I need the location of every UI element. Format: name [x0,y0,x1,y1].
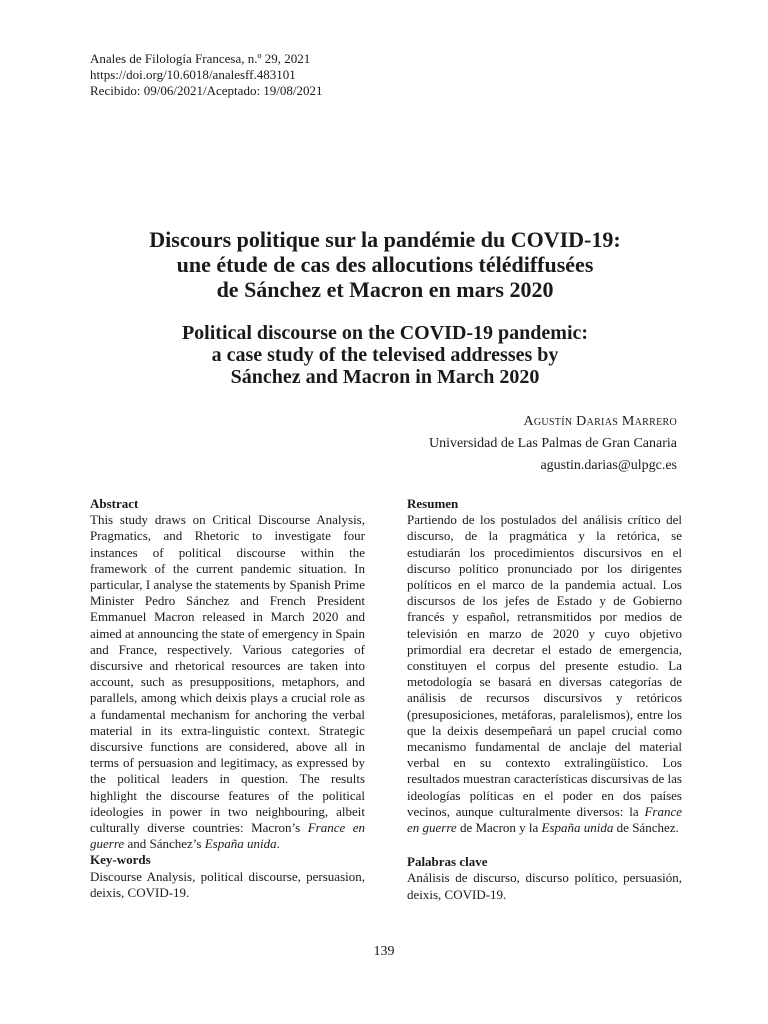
resumen-text-part-3: de Sánchez. [613,820,679,836]
title-english-line-2: a case study of the televised addresses by [211,344,559,366]
title-english [60,322,710,388]
doi-link[interactable]: https://doi.org/10.6018/analesff.483101 [90,67,296,82]
abstract-heading: Abstract [90,496,139,511]
title-french-line-2: une étude de cas des allocutions télédiffusées [176,252,594,277]
resumen-text [407,512,682,836]
journal-header [90,51,323,99]
title-french-line-1: Discours politique sur la pandémie du COVID-19: [149,227,621,252]
abstract-italic-espana-unida: España unida [204,836,277,852]
abstract-column [90,496,365,901]
resumen-italic-france-en-guerre: France en guerre [407,803,682,836]
palabras-clave-heading: Palabras clave [407,854,488,870]
keywords-heading: Key-words [90,852,151,868]
author-block [429,411,677,477]
title-english-line-1: Political discourse on the COVID-19 pandemic: [181,322,589,344]
resumen-italic-espana-unida: España unida [541,820,614,836]
abstract-italic-france-en-guerre: France en guerre [90,820,365,852]
title-french-line-3: de Sánchez et Macron en mars 2020 [216,277,554,302]
page-number: 139 [373,944,395,959]
abstract-text-part-3: . [276,836,280,852]
resumen-column [407,496,682,903]
title-french [60,227,710,302]
abstract-text [90,512,365,852]
author-email[interactable]: agustin.darias@ulpgc.es [540,458,677,473]
resumen-text-part-2: de Macron y la [456,820,542,836]
journal-citation: Anales de Filología Francesa, n.º 29, 2021 [90,51,311,66]
keywords-text: Discourse Analysis, political discourse, persuasion, deixis, COVID-19. [90,868,365,900]
received-accepted-dates: Recibido: 09/06/2021/Aceptado: 19/08/2021 [90,83,323,98]
abstract-text-part-1: This study draws on Critical Discourse Analysis, Pragmatics, and Rhetoric to investigate four instances of political discourse within the framework of the current pandemic situation. In particular, I analyse the statements by Spanish Prime Minister Pedro Sánchez and French President Emmanuel Macron released in March 2020 and aimed at announcing the state of emergency in Spain and France, respectively. Various categories of discursive and rhetorical resources are taken into account, such as presuppositions, metaphors, and parallels, among which deixis plays a crucial role as a fundamental mechanism for anchoring the verbal material in its extra-linguistic context. Strategic discursive functions are considered, above all in terms of persuasion and legitimacy, as expressed by the political leaders in question. The results highlight the discourse features of the political ideologies in power in two neighbouring, albeit culturally diverse countries: Macron’s [90,512,365,836]
resumen-heading: Resumen [407,496,459,511]
author-affiliation: Universidad de Las Palmas de Gran Canaria [428,436,677,451]
resumen-text-part-1: Partiendo de los postulados del análisis crítico del discurso, de la pragmática y la retórica, se estudiarán los procedimientos discursivos en el discurso político pronunciado por los dirigentes políticos en el marco de la pandemia actual. Los discursos de los jefes de Estado y de Gobierno francés y español, retransmitidos por medios de televisión en marzo de 2020 y cuyo objetivo primordial era decretar el estado de emergencia, constituyen el corpus del presente estudio. La metodología se basará en diversas categorías de análisis de recursos discursivos y retóricos (presuposiciones, metáforas, paralelismos), entre los que la deixis desempeñará un papel crucial como mecanismo fundamental de anclaje del material verbal en su contexto extralingüístico. Los resultados muestran características discursivas de las ideologías políticas en el poder en dos países vecinos, aunque culturalmente diversos: la [407,512,682,819]
palabras-clave-text: Análisis de discurso, discurso político, persuasión, deixis, COVID-19. [407,870,682,902]
title-english-line-3: Sánchez and Macron in March 2020 [230,366,540,388]
author-name: Agustín Darias Marrero [523,414,677,429]
abstract-text-part-2: and Sánchez’s [124,836,205,852]
